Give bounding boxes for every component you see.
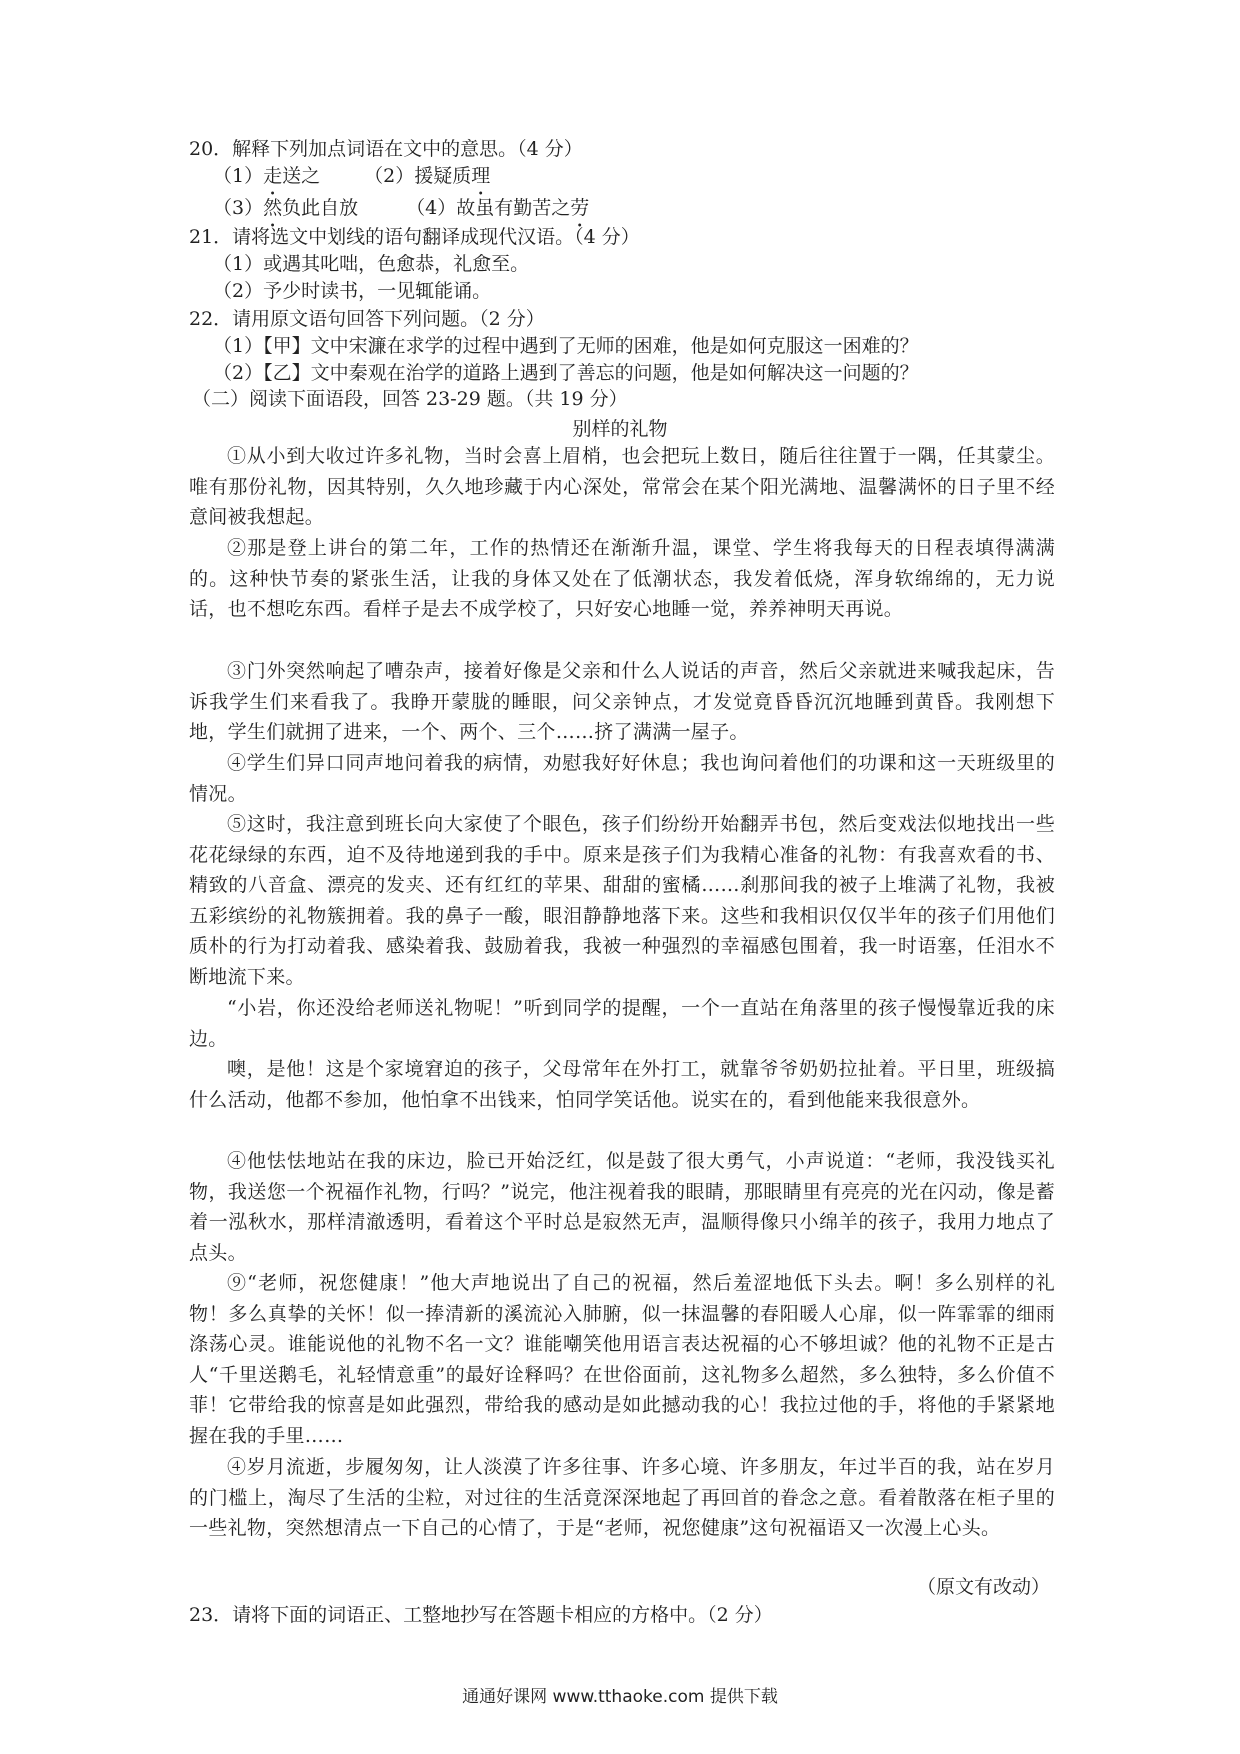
q20-item3-prefix: （3）: [213, 197, 264, 219]
question-21-stem: 21．请将选文中划线的语句翻译成现代汉语。（4 分）: [189, 226, 640, 248]
question-20-items-row1: [213, 162, 490, 190]
q20-item1-suffix: 送之: [282, 165, 321, 187]
q20-item4-dotted-word: 劳: [570, 197, 590, 219]
article-paragraph-7: 噢，是他！这是个家境窘迫的孩子，父母常年在外打工，就靠爷爷奶奶拉扯着。平日里，班级搞什么活动，他都不参加，他怕拿不出钱来，怕同学笑话他。说实在的，看到他能来我很意外。: [189, 1058, 1055, 1111]
q20-item1-dotted-word: 走: [263, 165, 283, 187]
question-20-stem: 20．解释下列加点词语在文中的意思。（4 分）: [189, 138, 583, 160]
section-2-heading: （二）阅读下面语段，回答 23-29 题。（共 19 分）: [192, 388, 628, 410]
article-paragraph-2: ②那是登上讲台的第二年，工作的热情还在渐渐升温，课堂、学生将我每天的日程表填得满满的。这种快节奏的紧张生活，让我的身体又处在了低潮状态，我发着低烧，浑身软绵绵的，无力说话，也不想吃东西。看样子是去不成学校了，只好安心地睡一觉，养养神明天再说。: [189, 537, 1055, 621]
article-paragraph-10: ④岁月流逝，步履匆匆，让人淡漠了许多往事、许多心境、许多朋友，年过半百的我，站在岁月的门槛上，淘尽了生活的尘粒，对过往的生活竟深深地起了再回首的眷念之意。看着散落在柜子里的一些礼物，突然想清点一下自己的心情了，于是“老师，祝您健康”这句祝福语又一次漫上心头。: [189, 1456, 1055, 1540]
article-paragraph-3: ③门外突然响起了嘈杂声，接着好像是父亲和什么人说话的声音，然后父亲就进来喊我起床，告诉我学生们来看我了。我睁开蒙胧的睡眼，问父亲钟点，才发觉竟昏昏沉沉地睡到黄昏。我刚想下地，学生们就拥了进来，一个、两个、三个……挤了满满一屋子。: [189, 660, 1055, 744]
article-source-note: （原文有改动）: [916, 1576, 1050, 1598]
article-paragraph-9: ⑨“老师，祝您健康！”他大声地说出了自己的祝福，然后羞涩地低下头去。啊！多么别样的礼物！多么真挚的关怀！似一捧清新的溪流沁入肺腑，似一抹温馨的春阳暖人心扉，似一阵霏霏的细雨涤荡心灵。谁能说他的礼物不名一文？谁能嘲笑他用语言表达祝福的心不够坦诚？他的礼物不正是古人“千里送鹅毛，礼轻情意重”的最好诠释吗？在世俗面前，这礼物多么超然，多么独特，多么价值不菲！它带给我的惊喜是如此强烈，带给我的感动是如此撼动我的心！我拉过他的手，将他的手紧紧地握在我的手里……: [189, 1272, 1055, 1447]
q20-item4-prefix: （4）故虽有勤苦之: [406, 197, 571, 219]
article-paragraph-4: ④学生们异口同声地问着我的病情，劝慰我好好休息；我也询问着他们的功课和这一天班级里的情况。: [189, 752, 1055, 805]
q20-item3-dotted-word: 然: [263, 197, 283, 219]
article-paragraph-8: ④他怯怯地站在我的床边，脸已开始泛红，似是鼓了很大勇气，小声说道：“老师，我没钱买礼物，我送您一个祝福作礼物，行吗？”说完，他注视着我的眼睛，那眼睛里有亮亮的光在闪动，像是蓄着一泓秋水，那样清澈透明，看着这个平时总是寂然无声，温顺得像只小绵羊的孩子，我用力地点了点头。: [189, 1150, 1055, 1264]
question-21-item1: （1）或遇其叱咄，色愈恭，礼愈至。: [213, 253, 530, 275]
question-20-items-row2: [213, 194, 589, 222]
article-paragraph-1: ①从小到大收过许多礼物，当时会喜上眉梢，也会把玩上数日，随后往往置于一隅，任其蒙尘。唯有那份礼物，因其特别，久久地珍藏于内心深处，常常会在某个阳光满地、温馨满怀的日子里不经意间被我想起。: [189, 445, 1055, 529]
article-title: 别样的礼物: [572, 418, 668, 440]
question-22-item2: （2）【乙】文中秦观在治学的道路上遇到了善忘的问题，他是如何解决这一问题的？: [213, 362, 919, 384]
q20-item2-dotted-word: 理: [471, 165, 491, 187]
page-footer: 通通好课网 www.tthaoke.com 提供下载: [462, 1687, 778, 1707]
question-22-stem: 22．请用原文语句回答下列问题。（2 分）: [189, 308, 545, 330]
q20-item1-prefix: （1）: [213, 165, 264, 187]
article-paragraph-5: ⑤这时，我注意到班长向大家使了个眼色，孩子们纷纷开始翻弄书包，然后变戏法似地找出一些花花绿绿的东西，迫不及待地递到我的手中。原来是孩子们为我精心准备的礼物：有我喜欢看的书、精致的八音盒、漂亮的发夹、还有红红的苹果、甜甜的蜜橘……刹那间我的被子上堆满了礼物，我被五彩缤纷的礼物簇拥着。我的鼻子一酸，眼泪静静地落下来。这些和我相识仅仅半年的孩子们用他们质朴的行为打动着我、感染着我、鼓励着我，我被一种强烈的幸福感包围着，我一时语塞，任泪水不断地流下来。: [189, 813, 1055, 988]
question-22-item1: （1）【甲】文中宋濂在求学的过程中遇到了无师的困难，他是如何克服这一困难的？: [213, 335, 919, 357]
q20-item3-suffix: 负此自放: [282, 197, 359, 219]
q20-item2-prefix: （2）援疑质: [364, 165, 472, 187]
article-paragraph-6: “小岩，你还没给老师送礼物呢！”听到同学的提醒，一个一直站在角落里的孩子慢慢靠近我的床边。: [189, 997, 1055, 1050]
question-21-item2: （2）予少时读书，一见辄能诵。: [213, 280, 492, 302]
question-23-stem: 23．请将下面的词语正、工整地抄写在答题卡相应的方格中。（2 分）: [189, 1604, 773, 1626]
